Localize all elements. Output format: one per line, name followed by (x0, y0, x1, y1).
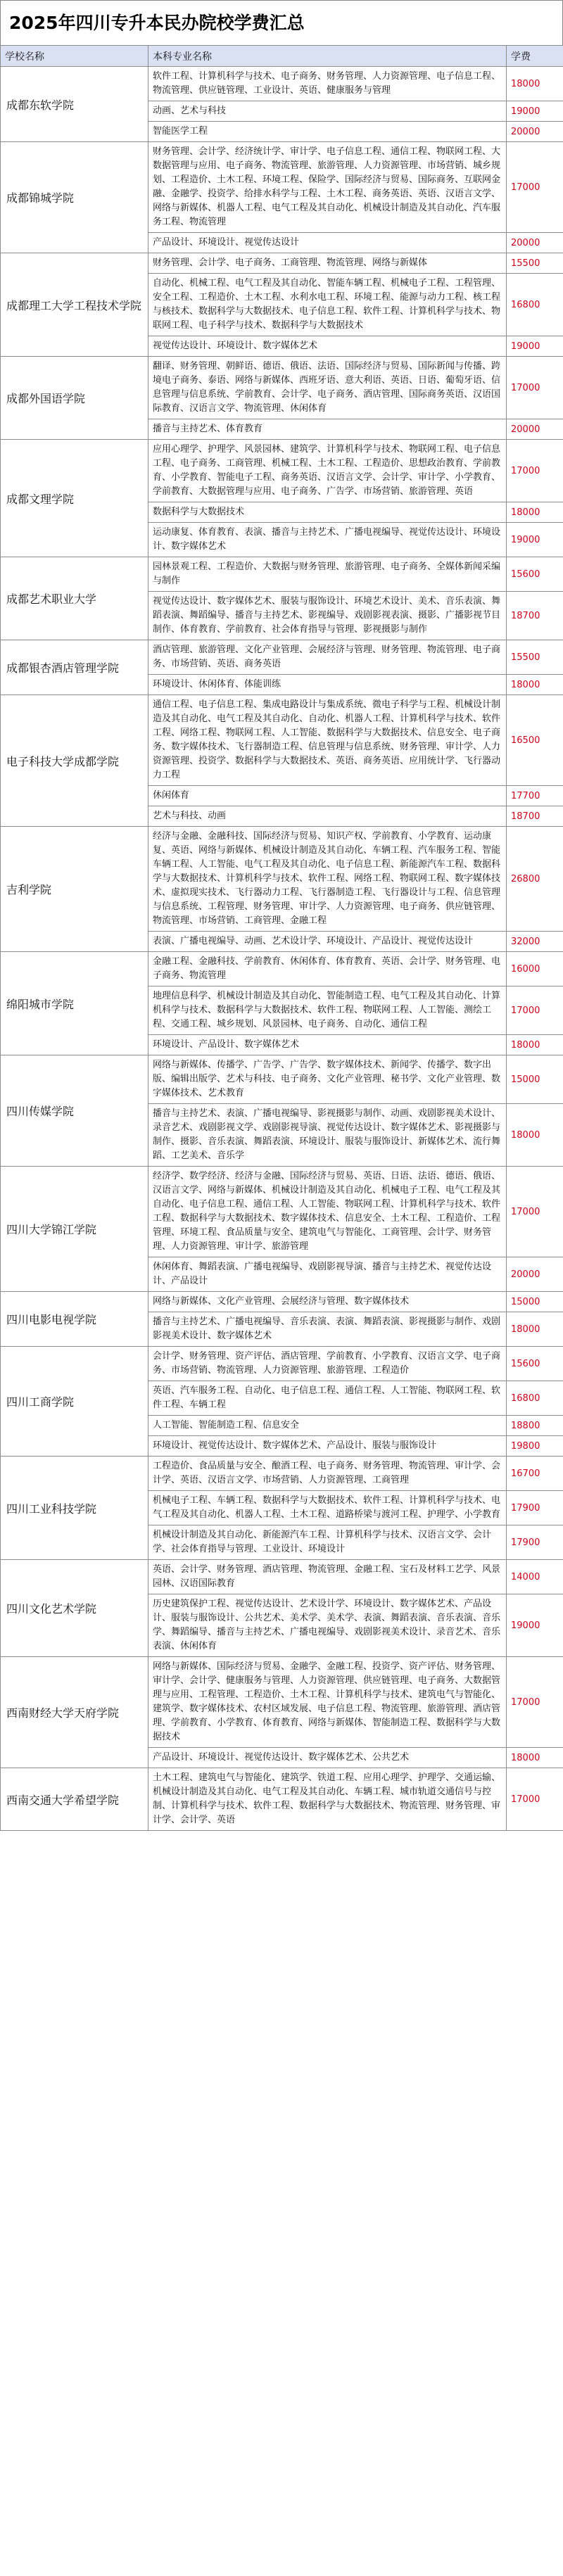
majors-cell: 网络与新媒体、文化产业管理、会展经济与管理、数字媒体技术 (148, 1292, 507, 1312)
majors-cell: 表演、广播电视编导、动画、艺术设计学、环境设计、产品设计、视觉传达设计 (148, 932, 507, 952)
fee-cell: 17000 (507, 1657, 563, 1748)
majors-cell: 休闲体育 (148, 786, 507, 806)
majors-cell: 网络与新媒体、国际经济与贸易、金融学、金融工程、投资学、资产评估、财务管理、审计学、会计学、健康服务与管理、人力资源管理、供应链管理、电子商务、大数据管理与应用、工程管理、工程造价、土木工程、计算机科学与技术、建筑电气与智能化、建筑学、数字媒体技术、农村区域发展、电子信息工程、物流管理、旅游管理、酒店管理、学前教育、小学教育、体育教育、网络与新媒体、智能制造工程、数据科学与大数据技术 (148, 1657, 507, 1748)
majors-cell: 机械设计制造及其自动化、新能源汽车工程、计算机科学与技术、汉语言文学、会计学、社会体育指导与管理、工业设计、环境设计 (148, 1525, 507, 1560)
majors-cell: 播音与主持艺术、体育教育 (148, 419, 507, 440)
table-row (1, 1457, 563, 1491)
header-fee: 学费 (507, 46, 563, 67)
fee-cell: 17700 (507, 786, 563, 806)
fee-cell: 16700 (507, 1457, 563, 1491)
fee-cell: 17900 (507, 1525, 563, 1560)
school-name: 成都文理学院 (1, 440, 148, 557)
school-name: 成都理工大学工程技术学院 (1, 253, 148, 357)
school-name: 绵阳城市学院 (1, 952, 148, 1055)
table-row (1, 142, 563, 233)
majors-cell: 艺术与科技、动画 (148, 806, 507, 827)
table-row (1, 253, 563, 274)
majors-cell: 环境设计、产品设计、数字媒体艺术 (148, 1035, 507, 1055)
fee-cell: 15000 (507, 1055, 563, 1104)
table-row (1, 1560, 563, 1594)
table-row (1, 440, 563, 502)
majors-cell: 动画、艺术与科技 (148, 101, 507, 122)
school-name: 成都外国语学院 (1, 357, 148, 440)
fee-cell: 16000 (507, 952, 563, 986)
majors-cell: 环境设计、休闲体育、体能训练 (148, 675, 507, 695)
fee-cell: 18000 (507, 1035, 563, 1055)
school-name: 成都艺术职业大学 (1, 557, 148, 640)
fee-cell: 18000 (507, 67, 563, 101)
table-row (1, 67, 563, 101)
majors-cell: 翻译、财务管理、朝鲜语、德语、俄语、法语、国际经济与贸易、国际新闻与传播、跨境电子商务、泰语、网络与新媒体、西班牙语、意大利语、英语、日语、葡萄牙语、信息管理与信息系统、学前教育、会计学、电子商务、酒店管理、国际商务英语、汉语国际教育、汉语言文学、物流管理、休闲体育 (148, 357, 507, 419)
majors-cell: 财务管理、会计学、电子商务、工商管理、物流管理、网络与新媒体 (148, 253, 507, 274)
fee-cell: 18000 (507, 1312, 563, 1347)
table-row (1, 557, 563, 592)
fee-table (0, 45, 563, 1831)
majors-cell: 数据科学与大数据技术 (148, 502, 507, 523)
table-row (1, 952, 563, 986)
majors-cell: 休闲体育、舞蹈表演、广播电视编导、戏剧影视导演、播音与主持艺术、视觉传达设计、产品设计 (148, 1257, 507, 1292)
school-name: 四川大学锦江学院 (1, 1167, 148, 1292)
majors-cell: 土木工程、建筑电气与智能化、建筑学、铁道工程、应用心理学、护理学、交通运输、机械设计制造及其自动化、电气工程及其自动化、车辆工程、城市轨道交通信号与控制、计算机科学与技术、软件工程、数据科学与大数据技术、物流管理、财务管理、审计学、会计学、英语 (148, 1768, 507, 1831)
majors-cell: 智能医学工程 (148, 122, 507, 142)
fee-cell: 20000 (507, 1257, 563, 1292)
table-row (1, 1167, 563, 1257)
school-name: 成都东软学院 (1, 67, 148, 142)
fee-cell: 17000 (507, 142, 563, 233)
table-row (1, 640, 563, 675)
fee-cell: 20000 (507, 233, 563, 253)
fee-cell: 18000 (507, 502, 563, 523)
school-name: 成都银杏酒店管理学院 (1, 640, 148, 695)
majors-cell: 通信工程、电子信息工程、集成电路设计与集成系统、微电子科学与工程、机械设计制造及其自动化、电气工程及其自动化、自动化、机器人工程、计算机科学与技术、软件工程、网络工程、物联网工程、人工智能、数据科学与大数据技术、信息安全、电子商务、数字媒体技术、飞行器制造工程、信息管理与信息系统、财务管理、审计学、人力资源管理、投资学、数据科学与大数据技术、英语、商务英语、应用统计学、飞行器动力工程 (148, 695, 507, 786)
majors-cell: 视觉传达设计、数字媒体艺术、服装与服饰设计、环境艺术设计、美术、音乐表演、舞蹈表演、舞蹈编导、播音与主持艺术、影视编导、戏剧影视表演、摄影、广播影视节目制作、体育教育、学前教育、社会体育指导与管理、影视摄影与制作 (148, 592, 507, 640)
majors-cell: 经济与金融、金融科技、国际经济与贸易、知识产权、学前教育、小学教育、运动康复、英语、网络与新媒体、机械设计制造及其自动化、车辆工程、汽车服务工程、智能车辆工程、人工智能、电气工程及其自动化、电子信息工程、新能源汽车工程、数据科学与大数据技术、计算机科学与技术、软件工程、网络工程、物联网工程、数字媒体技术、虚拟现实技术、飞行器动力工程、飞行器制造工程、飞行器设计与工程、信息管理与信息系统、工程管理、财务管理、审计学、人力资源管理、电子商务、供应链管理、物流管理、市场营销、工商管理、金融工程 (148, 827, 507, 932)
school-name: 西南财经大学天府学院 (1, 1657, 148, 1768)
header-majors: 本科专业名称 (148, 46, 507, 67)
page-title: 2025年四川专升本民办院校学费汇总 (0, 0, 563, 45)
fee-cell: 32000 (507, 932, 563, 952)
table-row (1, 1657, 563, 1748)
majors-cell: 酒店管理、旅游管理、文化产业管理、会展经济与管理、财务管理、物流管理、电子商务、市场营销、英语、商务英语 (148, 640, 507, 675)
fee-cell: 15500 (507, 640, 563, 675)
fee-cell: 19000 (507, 523, 563, 557)
table-row (1, 827, 563, 932)
fee-cell: 17000 (507, 986, 563, 1035)
majors-cell: 人工智能、智能制造工程、信息安全 (148, 1416, 507, 1436)
majors-cell: 会计学、财务管理、资产评估、酒店管理、学前教育、小学教育、汉语言文学、电子商务、市场营销、物流管理、人力资源管理、旅游管理、工程造价 (148, 1347, 507, 1381)
majors-cell: 园林景观工程、工程造价、大数据与财务管理、旅游管理、电子商务、全媒体新闻采编与制作 (148, 557, 507, 592)
table-row (1, 357, 563, 419)
majors-cell: 产品设计、环境设计、视觉传达设计、数字媒体艺术、公共艺术 (148, 1748, 507, 1768)
majors-cell: 财务管理、会计学、经济统计学、审计学、电子信息工程、通信工程、物联网工程、大数据管理与应用、电子商务、物流管理、旅游管理、人力资源管理、市场营销、城乡规划、工程造价、土木工程、环境工程、保险学、国际经济与贸易、国际商务、互联网金融、金融学、投资学、给排水科学与工程、土木工程、商务英语、英语、汉语言文学、网络与新媒体、机器人工程、电气工程及其自动化、机械设计制造及其自动化、汽车服务工程、物流管理 (148, 142, 507, 233)
fee-cell: 17000 (507, 1167, 563, 1257)
majors-cell: 软件工程、计算机科学与技术、电子商务、财务管理、人力资源管理、电子信息工程、物流管理、供应链管理、工业设计、英语、健康服务与管理 (148, 67, 507, 101)
majors-cell: 播音与主持艺术、表演、广播电视编导、影视摄影与制作、动画、戏剧影视美术设计、录音艺术、戏剧影视文学、戏剧影视导演、视觉传达设计、数字媒体艺术、影视摄影与制作、摄影、音乐表演、舞蹈表演、环境设计、服装与服饰设计、新媒体艺术、流行舞蹈、工艺美术、音乐学 (148, 1104, 507, 1167)
majors-cell: 视觉传达设计、环境设计、数字媒体艺术 (148, 336, 507, 357)
school-name: 电子科技大学成都学院 (1, 695, 148, 827)
fee-cell: 17900 (507, 1491, 563, 1525)
majors-cell: 金融工程、金融科技、学前教育、休闲体育、体育教育、英语、会计学、财务管理、电子商务、物流管理 (148, 952, 507, 986)
table-row (1, 1055, 563, 1104)
table-row (1, 1292, 563, 1312)
school-name: 四川工商学院 (1, 1347, 148, 1457)
header-row (1, 46, 563, 67)
fee-cell: 19000 (507, 1594, 563, 1657)
school-name: 吉利学院 (1, 827, 148, 952)
fee-cell: 19000 (507, 336, 563, 357)
school-name: 四川电影电视学院 (1, 1292, 148, 1347)
majors-cell: 环境设计、视觉传达设计、数字媒体艺术、产品设计、服装与服饰设计 (148, 1436, 507, 1457)
fee-cell: 19000 (507, 101, 563, 122)
fee-cell: 17000 (507, 357, 563, 419)
school-name: 西南交通大学希望学院 (1, 1768, 148, 1831)
school-name: 成都锦城学院 (1, 142, 148, 253)
fee-cell: 20000 (507, 122, 563, 142)
header-school: 学校名称 (1, 46, 148, 67)
fee-cell: 16800 (507, 274, 563, 336)
majors-cell: 历史建筑保护工程、视觉传达设计、艺术设计学、环境设计、数字媒体艺术、产品设计、服装与服饰设计、公共艺术、美术学、美术学、表演、舞蹈表演、音乐表演、音乐学、舞蹈编导、播音与主持艺术、广播电视编导、戏剧影视美术设计、录音艺术、音乐表演、休闲体育 (148, 1594, 507, 1657)
majors-cell: 自动化、机械工程、电气工程及其自动化、智能车辆工程、机械电子工程、工程管理、安全工程、工程造价、土木工程、水利水电工程、环境工程、能源与动力工程、核工程与核技术、数据科学与大数据技术、电子信息工程、软件工程、计算机科学与技术、物联网工程、电子科学与技术、数据科学与大数据技术 (148, 274, 507, 336)
table-row (1, 1768, 563, 1831)
fee-cell: 14000 (507, 1560, 563, 1594)
majors-cell: 英语、汽车服务工程、自动化、电子信息工程、通信工程、人工智能、物联网工程、软件工程、车辆工程 (148, 1381, 507, 1416)
table-row (1, 695, 563, 786)
school-name: 四川工业科技学院 (1, 1457, 148, 1560)
fee-cell: 15500 (507, 253, 563, 274)
majors-cell: 运动康复、体育教育、表演、播音与主持艺术、广播电视编导、视觉传达设计、环境设计、数字媒体艺术 (148, 523, 507, 557)
fee-cell: 15600 (507, 557, 563, 592)
fee-cell: 18000 (507, 675, 563, 695)
school-name: 四川传媒学院 (1, 1055, 148, 1167)
majors-cell: 经济学、数学经济、经济与金融、国际经济与贸易、英语、日语、法语、德语、俄语、汉语言文学、网络与新媒体、机械设计制造及其自动化、机械电子工程、电气工程及其自动化、电子信息工程、通信工程、人工智能、物联网工程、计算机科学与技术、软件工程、数据科学与大数据技术、数字媒体技术、信息安全、土木工程、工程造价、工程管理、环境工程、食品质量与安全、建筑电气与智能化、工商管理、会计学、财务管理、人力资源管理、审计学、旅游管理 (148, 1167, 507, 1257)
fee-cell: 18000 (507, 1748, 563, 1768)
majors-cell: 英语、会计学、财务管理、酒店管理、物流管理、金融工程、宝石及材料工艺学、风景园林、汉语国际教育 (148, 1560, 507, 1594)
fee-cell: 15600 (507, 1347, 563, 1381)
fee-cell: 16500 (507, 695, 563, 786)
fee-cell: 18700 (507, 592, 563, 640)
fee-cell: 17000 (507, 1768, 563, 1831)
majors-cell: 网络与新媒体、传播学、广告学、广告学、数字媒体技术、新闻学、传播学、数字出版、编辑出版学、艺术与科技、电子商务、文化产业管理、秘书学、文化产业管理、数字媒体技术、艺术教育 (148, 1055, 507, 1104)
majors-cell: 工程造价、食品质量与安全、酿酒工程、电子商务、财务管理、物流管理、审计学、会计学、英语、汉语言文学、市场营销、人力资源管理、工商管理 (148, 1457, 507, 1491)
fee-cell: 18800 (507, 1416, 563, 1436)
table-body (1, 67, 563, 1831)
school-name: 四川文化艺术学院 (1, 1560, 148, 1657)
majors-cell: 机械电子工程、车辆工程、数据科学与大数据技术、软件工程、计算机科学与技术、电气工程及其自动化、机器人工程、土木工程、道路桥梁与渡河工程、护理学、小学教育 (148, 1491, 507, 1525)
fee-cell: 18700 (507, 806, 563, 827)
table-row (1, 1347, 563, 1381)
majors-cell: 产品设计、环境设计、视觉传达设计 (148, 233, 507, 253)
fee-cell: 16800 (507, 1381, 563, 1416)
fee-cell: 20000 (507, 419, 563, 440)
fee-cell: 15000 (507, 1292, 563, 1312)
majors-cell: 地理信息科学、机械设计制造及其自动化、智能制造工程、电气工程及其自动化、计算机科学与技术、数据科学与大数据技术、软件工程、物联网工程、人工智能、测绘工程、交通工程、城乡规划、风景园林、电子商务、自动化、通信工程 (148, 986, 507, 1035)
fee-cell: 19800 (507, 1436, 563, 1457)
majors-cell: 应用心理学、护理学、风景园林、建筑学、计算机科学与技术、物联网工程、电子信息工程、电子商务、工商管理、机械工程、土木工程、工程造价、思想政治教育、学前教育、小学教育、智能电子工程、商务英语、汉语言文学、会计学、审计学、小学教育、学前教育、大数据管理与应用、电子商务、广告学、市场营销、旅游管理、英语 (148, 440, 507, 502)
fee-cell: 18000 (507, 1104, 563, 1167)
fee-cell: 26800 (507, 827, 563, 932)
majors-cell: 播音与主持艺术、广播电视编导、音乐表演、表演、舞蹈表演、影视摄影与制作、戏剧影视美术设计、数字媒体艺术 (148, 1312, 507, 1347)
fee-cell: 17000 (507, 440, 563, 502)
